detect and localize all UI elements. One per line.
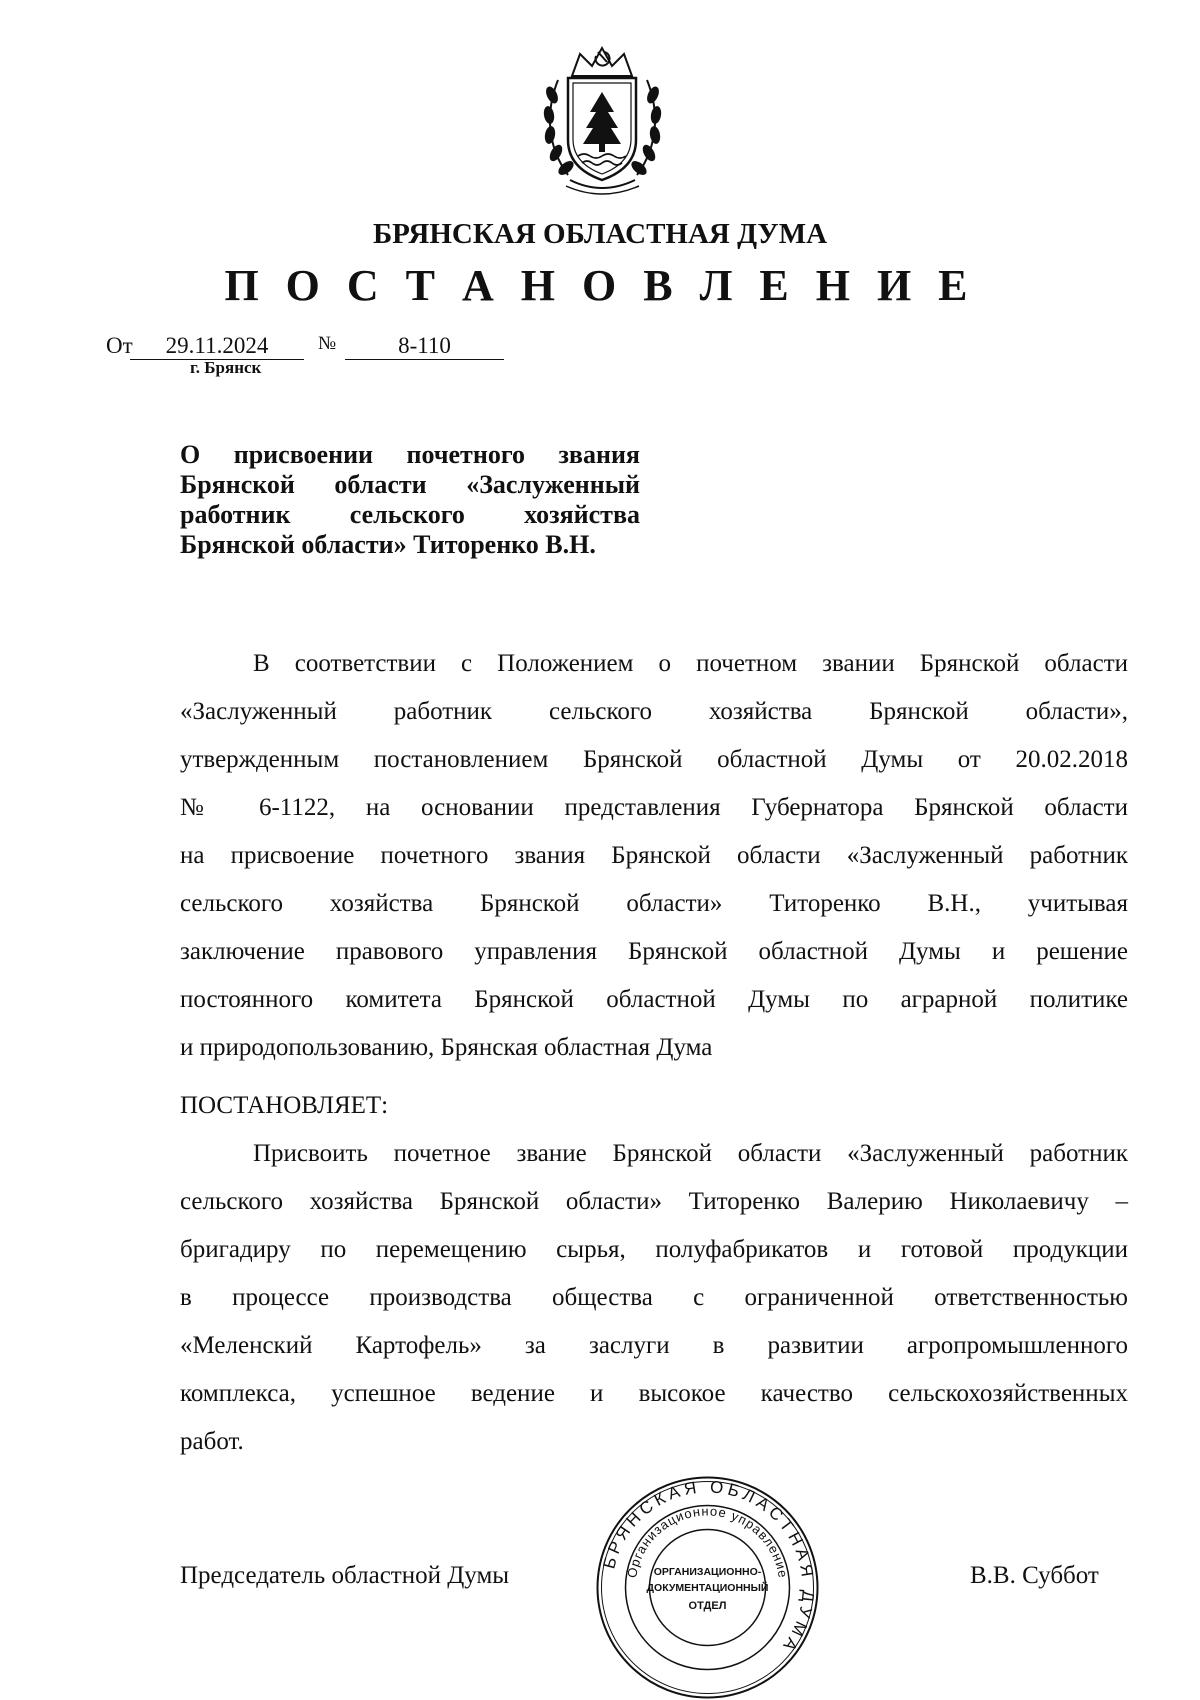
document-date: 29.11.2024 [130,333,304,360]
paragraph-line: в процессе производства общества с ограниченной ответственностью [180,1284,1128,1311]
resolution-paragraph [180,1130,1128,1466]
paragraph-line: № 6-1122, на основании представления Губернатора Брянской области [180,794,1128,821]
subject-line: работник сельского хозяйства [180,500,640,529]
signer-title: Председатель областной Думы [180,1562,510,1589]
paragraph-line: В соответствии с Положением о почетном звании Брянской области [253,650,1128,677]
paragraph-line: заключение правового управления Брянской областной Думы и решение [180,938,1128,965]
document-type: П О С Т А Н О В Л Е Н И Е [224,261,976,310]
city: г. Брянск [190,358,262,377]
resolve-word: ПОСТАНОВЛЯЕТ: [180,1092,389,1119]
stamp-center-line: ДОКУМЕНТАЦИОННЫЙ [646,1582,769,1594]
stamp-center-line: ОТДЕЛ [688,1600,727,1612]
date-label: От [106,333,133,358]
official-seal-icon [595,1475,820,1700]
number-label: № [318,333,337,354]
preamble-paragraph [180,640,1128,1072]
stamp-center-line: ОРГАНИЗАЦИОННО- [653,1566,762,1578]
stamp-outer-text: БРЯНСКАЯ ОБЛАСТНАЯ ДУМА [599,1477,818,1658]
paragraph-line: комплекса, успешное ведение и высокое качество сельскохозяйственных [180,1380,1128,1407]
coat-of-arms-icon [540,40,665,200]
signer-name: В.В. Суббот [970,1562,1099,1589]
subject-line: Брянской области» Титоренко В.Н. [180,530,596,559]
paragraph-line: «Заслуженный работник сельского хозяйства Брянской области», [180,698,1128,725]
paragraph-line: бригадиру по перемещению сырья, полуфабрикатов и готовой продукции [180,1236,1128,1263]
stamp-ring-text: Организационное управление [624,1503,791,1580]
paragraph-line: постоянного комитета Брянской областной Думы по аграрной политике [180,986,1128,1013]
document-subject [180,440,640,560]
subject-line: Брянской области «Заслуженный [180,470,640,499]
document-number: 8-110 [345,333,504,360]
paragraph-line: утвержденным постановлением Брянской областной Думы от 20.02.2018 [180,746,1128,773]
paragraph-line: Присвоить почетное звание Брянской области «Заслуженный работник [253,1140,1128,1167]
paragraph-line: сельского хозяйства Брянской области» Титоренко Валерию Николаевичу – [180,1188,1128,1215]
paragraph-line: и природопользованию, Брянская областная Дума [180,1034,713,1061]
paragraph-line: на присвоение почетного звания Брянской области «Заслуженный работник [180,842,1128,869]
paragraph-line: «Меленский Картофель» за заслуги в развитии агропромышленного [180,1332,1128,1359]
org-name: БРЯНСКАЯ ОБЛАСТНАЯ ДУМА [372,218,828,250]
paragraph-line: сельского хозяйства Брянской области» Титоренко В.Н., учитывая [180,890,1128,917]
subject-line: О присвоении почетного звания [180,440,640,469]
paragraph-line: работ. [180,1428,244,1455]
